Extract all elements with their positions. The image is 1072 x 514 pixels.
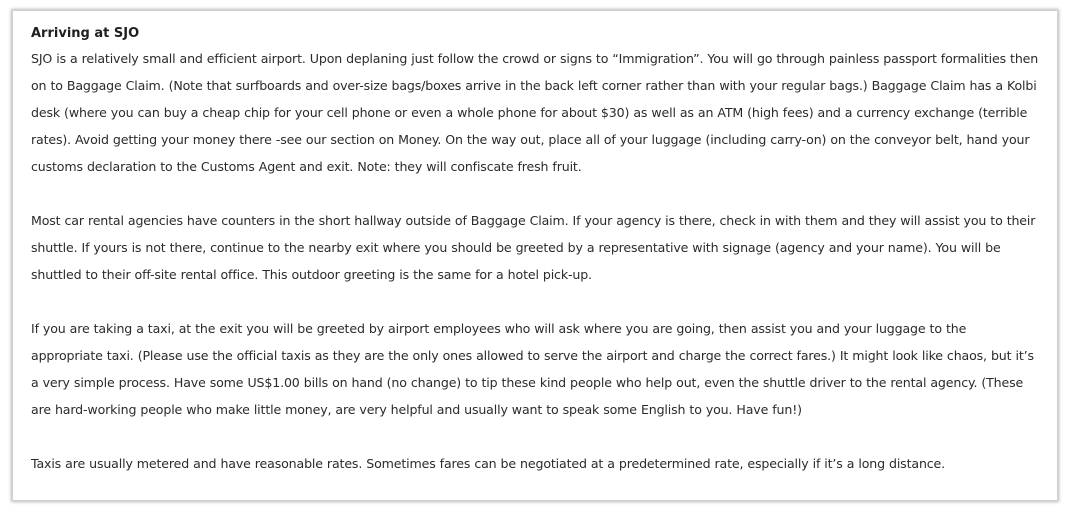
- paragraph-taxi-rates: Taxis are usually metered and have reasonable rates. Sometimes fares can be negotiated at a predetermined rate, especially if it’s a long distance.: [31, 456, 946, 471]
- paragraph-car-rental: Most car rental agencies have counters in the short hallway outside of Baggage Claim. If your agency is there, check in with them and they will assist you to their shuttle. If yours is not there, continue to the nearby exit where you should be greeted by a representative with signage (agency and your name). You will be shuttled to their off-site rental office. This outdoor greeting is the same for a hotel pick-up.: [31, 213, 1036, 282]
- info-card: [12, 10, 1058, 501]
- section-title: Arriving at SJO: [31, 26, 140, 41]
- paragraph-taxi: If you are taking a taxi, at the exit you will be greeted by airport employees who will ask where you are going, then assist you and your luggage to the appropriate taxi. (Please use the official taxis as they are the only ones allowed to serve the airport and charge the correct fares.) It might look like chaos, but it’s a very simple process. Have some US$1.00 bills on hand (no change) to tip these kind people who help out, even the shuttle driver to the rental agency. (These are hard-working people who make little money, are very helpful and usually want to speak some English to you. Have fun!): [31, 321, 1034, 417]
- paragraph-immigration: SJO is a relatively small and efficient airport. Upon deplaning just follow the crowd or signs to “Immigration”. You will go through painless passport formalities then on to Baggage Claim. (Note that surfboards and over-size bags/boxes arrive in the back left corner rather than with your regular bags.) Baggage Claim has a Kolbi desk (where you can buy a cheap chip for your cell phone or even a whole phone for about $30) as well as an ATM (high fees) and a currency exchange (terrible rates). Avoid getting your money there -see our section on Money. On the way out, place all of your luggage (including carry-on) on the conveyor belt, hand your customs declaration to the Customs Agent and exit. Note: they will confiscate fresh fruit.: [31, 51, 1039, 174]
